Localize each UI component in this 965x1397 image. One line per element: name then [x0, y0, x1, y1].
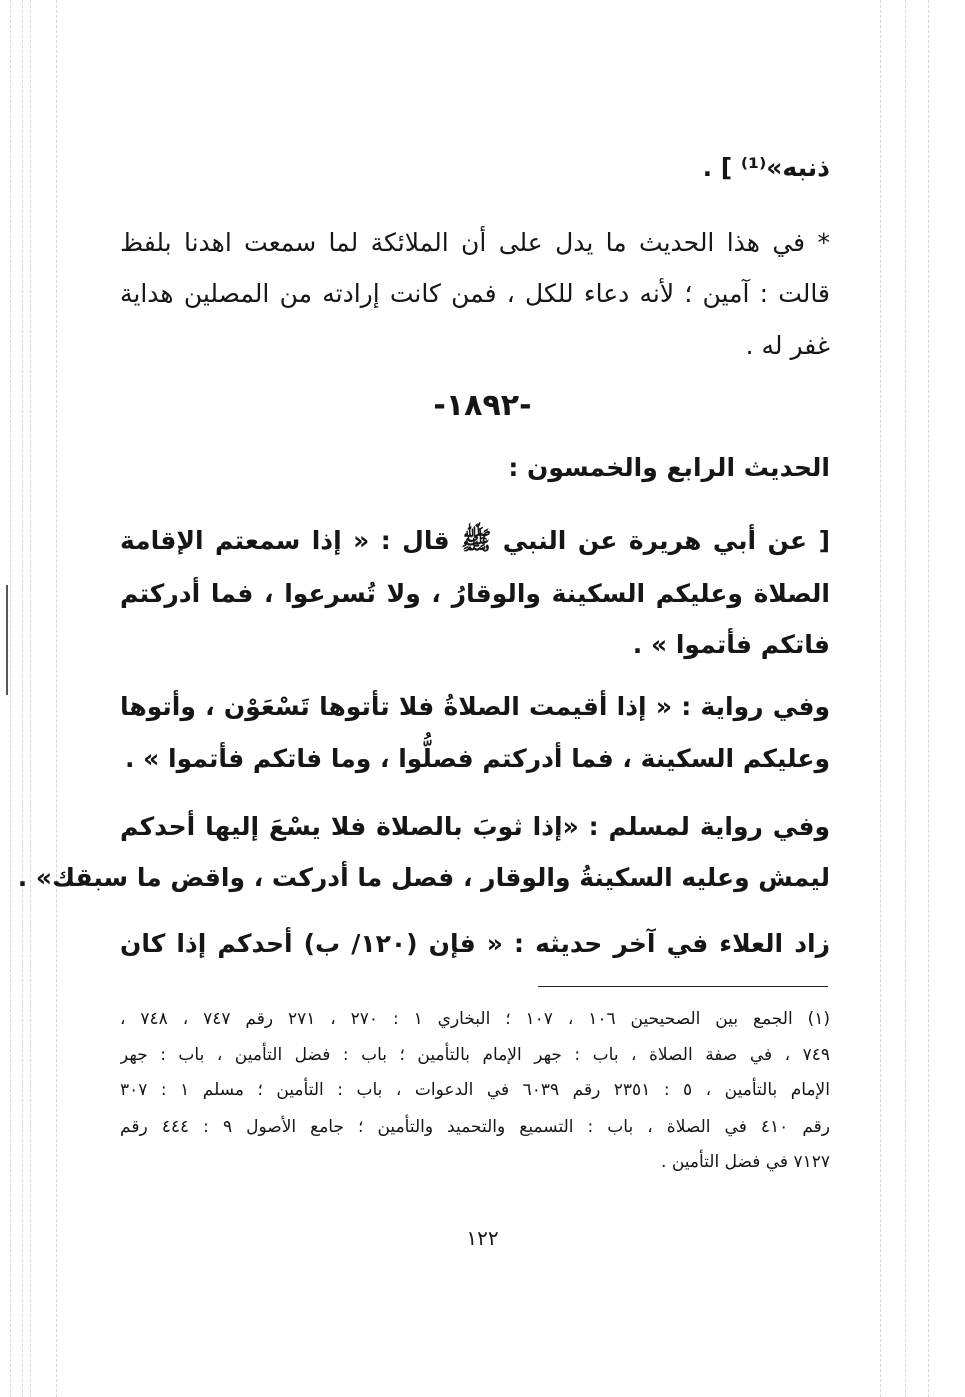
scan-margin-line	[56, 0, 57, 1397]
riwaya-muslim-line: ليمش وعليه السكينةُ والوقار ، فصل ما أدركت ، واقض ما سبقك» .	[17, 863, 830, 892]
riwaya-line: وعليكم السكينة ، فما أدركتم فصلُّوا ، وما فاتكم فأتموا » .	[124, 744, 830, 773]
hadith-text-line: الصلاة وعليكم السكينة والوقارُ ، ولا تُسرعوا ، فما أدركتم	[120, 579, 830, 608]
footnote-line: الإمام بالتأمين ، ٥ : ٢٣٥١ رقم ٦٠٣٩ في الدعوات ، باب : التأمين ؛ مسلم ١ : ٣٠٧	[120, 1080, 830, 1100]
ziyada-line: زاد العلاء في آخر حديثه : « فإن (١٢٠/ ب) أحدكم إذا كان	[120, 929, 830, 958]
scan-margin-line	[22, 0, 23, 1397]
riwaya-muslim-line: وفي رواية لمسلم : «إذا ثوبَ بالصلاة فلا يسْعَ إليها أحدكم	[120, 812, 830, 841]
continuation-line: ذنبه»⁽¹⁾ ] .	[702, 153, 830, 182]
footnote-line: (١) الجمع بين الصحيحين ١٠٦ ، ١٠٧ ؛ البخاري ١ : ٢٧٠ ، ٢٧١ رقم ٧٤٧ ، ٧٤٨ ،	[120, 1009, 830, 1029]
page-number: ١٢٢	[466, 1226, 499, 1250]
footnote-separator	[538, 986, 828, 987]
footnote-line: ٧٤٩ ، في صفة الصلاة ، باب : جهر الإمام بالتأمين ؛ باب : فضل التأمين ، باب : جهر	[120, 1045, 830, 1065]
footnote-line: ٧١٢٧ في فضل التأمين .	[661, 1152, 830, 1172]
scan-margin-line	[905, 0, 906, 1397]
commentary-line: قالت : آمين ؛ لأنه دعاء للكل ، فمن كانت إرادته من المصلين هداية	[120, 279, 830, 308]
hadith-number-heading: -١٨٩٢-	[433, 388, 532, 423]
footnote-line: رقم ٤١٠ في الصلاة ، باب : التسميع والتحميد والتأمين ؛ جامع الأصول ٩ : ٤٤٤ رقم	[120, 1117, 830, 1137]
commentary-line: * في هذا الحديث ما يدل على أن الملائكة لما سمعت اهدنا بلفظ	[120, 228, 830, 257]
scan-margin-line	[10, 0, 11, 1397]
scan-binding-mark	[6, 585, 8, 695]
commentary-line: غفر له .	[745, 331, 830, 360]
scan-margin-line	[928, 0, 929, 1397]
riwaya-line: وفي رواية : « إذا أقيمت الصلاةُ فلا تأتوها تَسْعَوْن ، وأتوها	[120, 692, 830, 721]
scan-margin-line	[30, 0, 31, 1397]
hadith-title: الحديث الرابع والخمسون :	[508, 453, 830, 482]
scan-margin-line	[880, 0, 881, 1397]
hadith-text-line: فاتكم فأتموا » .	[632, 630, 830, 659]
hadith-text-line: [ عن أبي هريرة عن النبي ﷺ قال : « إذا سمعتم الإقامة	[120, 526, 830, 555]
